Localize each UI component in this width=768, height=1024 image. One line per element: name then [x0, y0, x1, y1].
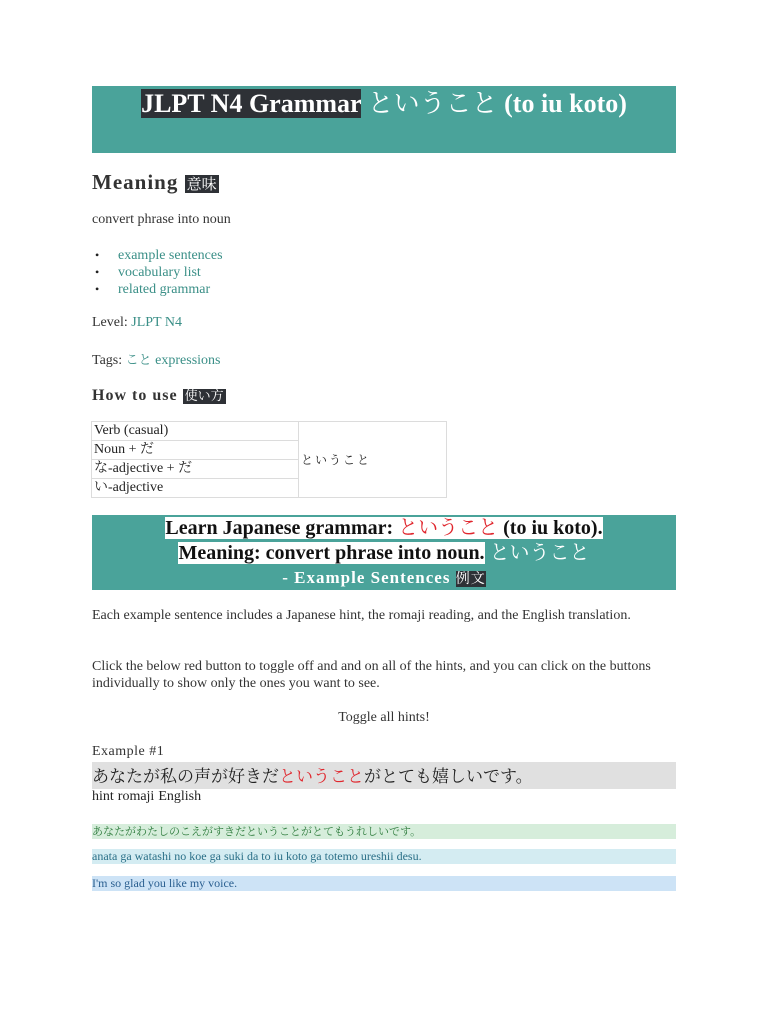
- banner-reibun: 例文: [455, 571, 486, 587]
- tag-koto-link[interactable]: こと: [125, 353, 152, 368]
- title-main: JLPT N4 Grammar: [141, 89, 362, 118]
- tags-row: [92, 349, 220, 369]
- intro-paragraph-1: Each example sentence includes a Japanese hint, the romaji reading, and the English translation.: [92, 608, 631, 623]
- banner-romaji: (to iu koto).: [503, 517, 603, 539]
- intro-paragraph-2: Click the below red button to toggle off and and on all of the hints, and you can click on the buttons individually to show only the ones you want to see.: [92, 659, 651, 691]
- hint-button[interactable]: hint: [92, 789, 114, 804]
- link-vocabulary-list[interactable]: • vocabulary list: [92, 264, 223, 281]
- sentence-part: がとても嬉しいです。: [364, 767, 533, 787]
- hint-romaji-box: anata ga watashi no koe ga suki da to iu koto ga totemo ureshii desu.: [92, 849, 676, 864]
- title-jp: ということ: [367, 89, 498, 119]
- page-title: [92, 86, 676, 153]
- example-sentences-banner: [92, 515, 676, 590]
- example-label: Example #1: [92, 744, 165, 759]
- tags-label: Tags:: [92, 353, 123, 368]
- meaning-heading-text: Meaning: [92, 170, 179, 194]
- level-label: Level:: [92, 315, 128, 330]
- usage-table: [91, 421, 447, 498]
- sentence-part: あなたが私の声が好きだ: [92, 767, 279, 787]
- level-link[interactable]: JLPT N4: [131, 315, 182, 330]
- toggle-hints-button[interactable]: Toggle all hints!: [338, 710, 430, 725]
- usage-cell: い-adjective: [92, 479, 299, 498]
- how-to-use-text: How to use: [92, 387, 178, 404]
- hint-kana-box: あなたがわたしのこえがすきだということがとてもうれしいです。: [92, 824, 676, 839]
- banner-grammar-jp-2: ということ: [489, 540, 590, 564]
- hint-buttons: [92, 789, 205, 805]
- usage-cell: な-adjective + だ: [92, 460, 299, 479]
- banner-line-1: [92, 515, 676, 540]
- how-to-use-heading: [92, 385, 226, 405]
- banner-meaning-text: Meaning: convert phrase into noun.: [178, 542, 485, 564]
- meaning-heading-jp: 意味: [186, 175, 217, 193]
- link-related-grammar[interactable]: • related grammar: [92, 281, 223, 298]
- banner-line-3: [92, 565, 676, 590]
- meaning-text: convert phrase into noun: [92, 212, 231, 227]
- table-row: [92, 422, 447, 441]
- sentence-grammar-point: ということ: [279, 767, 364, 787]
- english-button[interactable]: English: [158, 789, 202, 804]
- banner-grammar-jp: ということ: [398, 515, 499, 539]
- how-to-use-jp: 使い方: [184, 389, 224, 404]
- level-row: [92, 315, 182, 331]
- hint-english-box: I'm so glad you like my voice.: [92, 876, 676, 891]
- banner-line-2: [92, 540, 676, 565]
- tag-expressions-link[interactable]: expressions: [155, 353, 221, 368]
- section-links: [92, 247, 223, 298]
- usage-result-cell: ということ: [299, 422, 447, 498]
- example-sentence-jp: [92, 762, 676, 789]
- meaning-heading: [92, 170, 219, 195]
- banner-example-sentences: - Example Sentences: [282, 568, 451, 587]
- usage-cell: Verb (casual): [92, 422, 299, 441]
- link-example-sentences[interactable]: • example sentences: [92, 247, 223, 264]
- banner-learn-text: Learn Japanese grammar:: [165, 517, 394, 539]
- title-romaji: (to iu koto): [504, 89, 627, 118]
- usage-cell: Noun + だ: [92, 441, 299, 460]
- romaji-button[interactable]: romaji: [117, 789, 155, 804]
